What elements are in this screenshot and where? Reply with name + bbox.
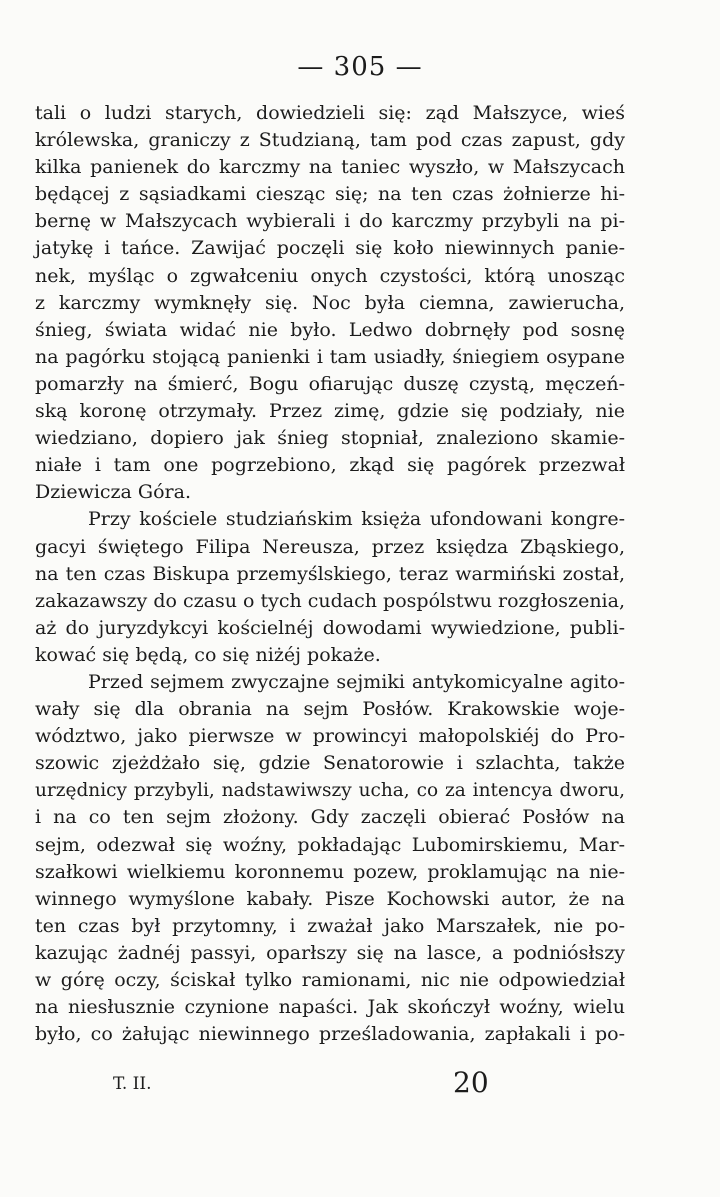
volume-signature: T. II.: [113, 1074, 152, 1094]
text-line: z karczmy wymknęły się. Noc była ciemna, zawierucha,: [35, 291, 625, 314]
text-line: aż do juryzdykcyi kościelnéj dowodami wywiedzione, publi-: [35, 616, 625, 639]
page-footer: [0, 1068, 720, 1098]
text-line: pomarzły na śmierć, Bogu ofiarując duszę czystą, męczeń-: [35, 372, 625, 395]
text-line: szowic zjeżdżało się, gdzie Senatorowie i szlachta, także: [35, 752, 625, 775]
text-line: kować się będą, co się niżéj pokaże.: [35, 643, 381, 666]
page-number: — 305 —: [297, 52, 423, 82]
text-line: gacyi świętego Filipa Nereusza, przez księdza Zbąskiego,: [35, 535, 625, 558]
text-line: ten czas był przytomny, i zważał jako Marszałek, nie po-: [35, 914, 625, 937]
text-line: było, co żałując niewinnego prześladowania, zapłakali i po-: [35, 1023, 625, 1046]
text-line: wiedziano, dopiero jak śnieg stopniał, znaleziono skamie-: [35, 427, 625, 450]
text-line: wództwo, jako pierwsze w prowincyi małopolskiéj do Pro-: [35, 725, 625, 748]
text-line: szałkowi wielkiemu koronnemu pozew, proklamując na nie-: [35, 860, 625, 883]
text-line: zakazawszy do czasu o tych cudach pospólstwu rozgłoszenia,: [35, 589, 625, 612]
text-line: Dziewicza Góra.: [35, 481, 191, 504]
text-line: w górę oczy, ściskał tylko ramionami, nic nie odpowiedział: [35, 969, 625, 991]
text-line: Przy kościele studziańskim księża ufondowani kongre-: [88, 508, 625, 531]
text-line: i na co ten sejm złożony. Gdy zaczęli obierać Posłów na: [35, 806, 625, 829]
text-line: niałe i tam one pogrzebiono, zkąd się pagórek przezwał: [35, 454, 625, 477]
text-line: na niesłusznie czynione napaści. Jak skończył woźny, wielu: [35, 996, 625, 1019]
text-line: śnieg, świata widać nie było. Ledwo dobrnęły pod sosnę: [35, 318, 625, 341]
text-line: winnego wymyślone kabały. Pisze Kochowski autor, że na: [35, 887, 625, 910]
text-line: wały się dla obrania na sejm Posłów. Krakowskie woje-: [35, 698, 625, 721]
text-line: sejm, odezwał się woźny, pokładając Lubomirskiemu, Mar-: [35, 833, 625, 856]
text-line: Przed sejmem zwyczajne sejmiki antykomicyalne agito-: [88, 670, 625, 693]
text-line: będącej z sąsiadkami ciesząc się; na ten czas żołnierze hi-: [35, 183, 625, 206]
sheet-number: 20: [453, 1066, 489, 1099]
text-line: kilka panienek do karczmy na taniec wyszło, w Małszycach: [35, 156, 625, 179]
text-line: tali o ludzi starych, dowiedzieli się: ząd Małszyce, wieś: [35, 102, 625, 124]
text-line: urzędnicy przybyli, nadstawiwszy ucha, co za intencya dworu,: [35, 780, 625, 802]
text-line: na ten czas Biskupa przemyślskiego, teraz warmiński został,: [35, 562, 625, 585]
text-line: ską koronę otrzymały. Przez zimę, gdzie się podziały, nie: [35, 400, 625, 423]
text-line: jatykę i tańce. Zawijać poczęli się koło niewinnych panie-: [35, 237, 625, 260]
text-line: na pagórku stojącą panienki i tam usiadły, śniegiem osypane: [35, 345, 625, 368]
text-line: kazując żadnéj passyi, oparłszy się na lasce, a podniósłszy: [35, 941, 625, 964]
body-text: [35, 100, 625, 1048]
text-line: bernę w Małszycach wybierali i do karczmy przybyli na pi-: [35, 210, 625, 233]
text-line: królewska, graniczy z Studzianą, tam pod czas zapust, gdy: [35, 129, 625, 152]
text-line: nek, myśląc o zgwałceniu onych czystości, którą unosząc: [35, 264, 625, 287]
